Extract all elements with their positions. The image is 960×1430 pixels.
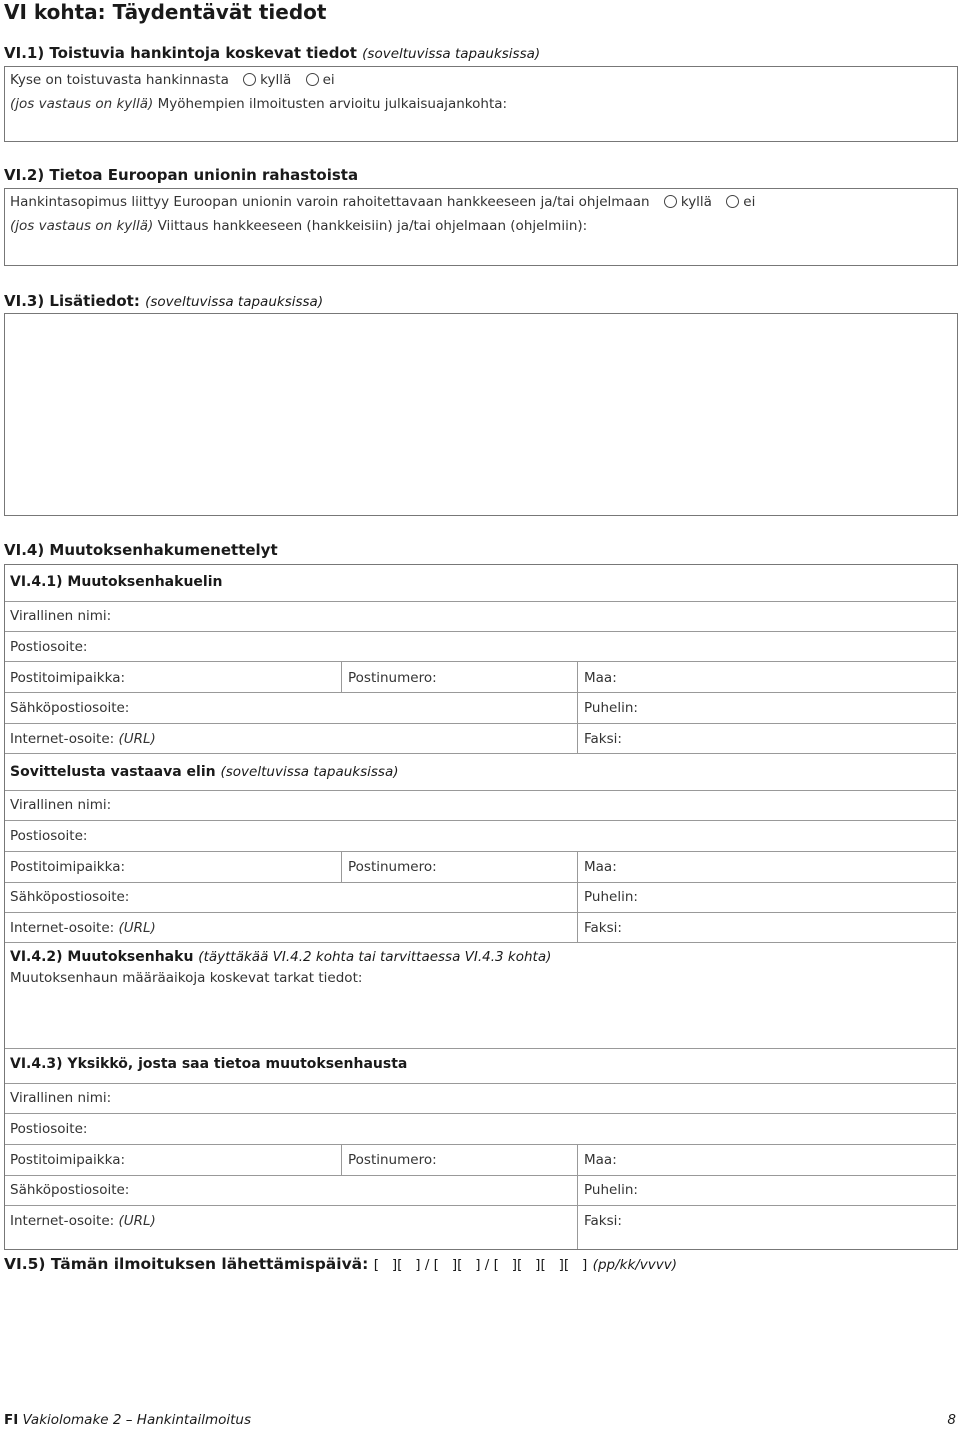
section-vi3-note: (soveltuvissa tapauksissa): [145, 294, 324, 310]
vi2-yes-label: kyllä: [680, 194, 712, 210]
vi1-q1-label: Kyse on toistuvasta hankinnasta: [10, 72, 229, 88]
vi1-timing-question: [10, 96, 507, 112]
phone-label: Puhelin:: [584, 889, 638, 905]
town-label: Postitoimipaikka:: [10, 670, 126, 686]
section-vi3-heading: [4, 292, 323, 310]
official-name-label: Virallinen nimi:: [10, 1090, 112, 1106]
section-vi1-title: VI.1) Toistuvia hankintoja koskevat tiedot: [4, 44, 357, 62]
section-vi3-title: VI.3) Lisätiedot:: [4, 292, 140, 310]
vi1-recurrent-question: [10, 72, 335, 88]
internet-label-text: Internet-osoite:: [10, 1213, 115, 1229]
subsection-vi43-title: VI.4.3) Yksikkö, josta saa tietoa muutoksenhausta: [10, 1056, 408, 1072]
postal-address-label: Postiosoite:: [10, 828, 88, 844]
divider: [577, 852, 578, 882]
postal-address-row[interactable]: [5, 1113, 956, 1143]
section-vi5-heading: [4, 1255, 677, 1273]
section-vi1-note: (soveltuvissa tapauksissa): [362, 46, 541, 62]
email-label: Sähköpostiosoite:: [10, 889, 130, 905]
official-name-label: Virallinen nimi:: [10, 608, 112, 624]
subsection-vi42-title: VI.4.2) Muutoksenhaku: [10, 949, 194, 965]
postal-address-label: Postiosoite:: [10, 639, 88, 655]
town-code-country-row[interactable]: [5, 1144, 956, 1174]
email-label: Sähköpostiosoite:: [10, 700, 130, 716]
section-vi4-title: VI.4) Muutoksenhakumenettelyt: [4, 541, 278, 559]
fax-label: Faksi:: [584, 920, 622, 936]
footer-form-name: [4, 1412, 251, 1428]
coordination-body-heading: [10, 764, 399, 780]
divider: [577, 1145, 578, 1175]
divider: [341, 1145, 342, 1175]
internet-label: [10, 731, 156, 747]
postcode-label: Postinumero:: [348, 1152, 437, 1168]
section-vi2-title: VI.2) Tietoa Euroopan unionin rahastoista: [4, 166, 359, 184]
vi1-q2-prefix: (jos vastaus on kyllä): [10, 96, 154, 112]
email-phone-row[interactable]: [5, 1175, 956, 1205]
postal-address-label: Postiosoite:: [10, 1121, 88, 1137]
vi2-eu-question: [10, 194, 755, 210]
postal-address-row[interactable]: [5, 820, 956, 850]
country-label: Maa:: [584, 1152, 617, 1168]
coordination-body-note: (soveltuvissa tapauksissa): [220, 764, 399, 780]
email-label: Sähköpostiosoite:: [10, 1182, 130, 1198]
vi2-yes-radio-icon[interactable]: [664, 195, 677, 208]
postcode-label: Postinumero:: [348, 670, 437, 686]
additional-info-field[interactable]: [4, 313, 958, 516]
dispatch-date-field[interactable]: [ ][ ] / [ ][ ] / [ ][ ][ ][ ]: [373, 1257, 588, 1273]
footer-form-title: Vakiolomake 2 – Hankintailmoitus: [22, 1412, 252, 1428]
internet-label-text: Internet-osoite:: [10, 731, 115, 747]
url-note: (URL): [118, 920, 156, 936]
divider: [341, 852, 342, 882]
url-note: (URL): [118, 731, 156, 747]
divider: [577, 662, 578, 692]
footer-language: FI: [4, 1412, 19, 1428]
fax-label: Faksi:: [584, 1213, 622, 1229]
page-title: VI kohta: Täydentävät tiedot: [4, 0, 327, 24]
vi2-reference-question: [10, 218, 587, 234]
phone-label: Puhelin:: [584, 700, 638, 716]
official-name-label: Virallinen nimi:: [10, 797, 112, 813]
section-vi1-heading: [4, 44, 540, 62]
vi2-no-label: ei: [743, 194, 756, 210]
coordination-body-title: Sovittelusta vastaava elin: [10, 764, 216, 780]
fax-label: Faksi:: [584, 731, 622, 747]
vi1-no-label: ei: [322, 72, 335, 88]
vi2-q2-label: Viittaus hankkeeseen (hankkeisiin) ja/tai ohjelmaan (ohjelmiin):: [157, 218, 588, 234]
official-name-row[interactable]: [5, 601, 956, 631]
vi1-yes-radio-icon[interactable]: [243, 73, 256, 86]
review-deadlines-label: Muutoksenhaun määräaikoja koskevat tarkat tiedot:: [10, 970, 363, 986]
subsection-vi42-note: (täyttäkää VI.4.2 kohta tai tarvittaessa VI.4.3 kohta): [198, 949, 552, 965]
subsection-vi42-heading: [10, 949, 551, 965]
vi2-q1-label: Hankintasopimus liittyy Euroopan unionin varoin rahoitettavaan hankkeeseen ja/tai ohjelmaan: [10, 194, 650, 210]
country-label: Maa:: [584, 670, 617, 686]
vi2-q2-prefix: (jos vastaus on kyllä): [10, 218, 154, 234]
internet-label: [10, 1213, 156, 1229]
footer-page-number: 8: [947, 1412, 956, 1428]
date-format-note: (pp/kk/vvvv): [592, 1257, 678, 1273]
email-phone-row[interactable]: [5, 692, 956, 722]
town-code-country-row[interactable]: [5, 851, 956, 881]
internet-label-text: Internet-osoite:: [10, 920, 115, 936]
postcode-label: Postinumero:: [348, 859, 437, 875]
town-label: Postitoimipaikka:: [10, 859, 126, 875]
official-name-row[interactable]: [5, 790, 956, 820]
internet-label: [10, 920, 156, 936]
phone-label: Puhelin:: [584, 1182, 638, 1198]
subsection-vi41-title: VI.4.1) Muutoksenhakuelin: [10, 574, 223, 590]
country-label: Maa:: [584, 859, 617, 875]
vi2-no-radio-icon[interactable]: [726, 195, 739, 208]
vi1-q2-label: Myöhempien ilmoitusten arvioitu julkaisuajankohta:: [157, 96, 508, 112]
town-code-country-row[interactable]: [5, 661, 956, 691]
town-label: Postitoimipaikka:: [10, 1152, 126, 1168]
postal-address-row[interactable]: [5, 631, 956, 661]
section-vi5-title: VI.5) Tämän ilmoituksen lähettämispäivä:: [4, 1255, 369, 1273]
vi1-no-radio-icon[interactable]: [306, 73, 319, 86]
divider: [341, 662, 342, 692]
email-phone-row[interactable]: [5, 882, 956, 912]
official-name-row[interactable]: [5, 1083, 956, 1113]
vi1-yes-label: kyllä: [260, 72, 292, 88]
url-note: (URL): [118, 1213, 156, 1229]
